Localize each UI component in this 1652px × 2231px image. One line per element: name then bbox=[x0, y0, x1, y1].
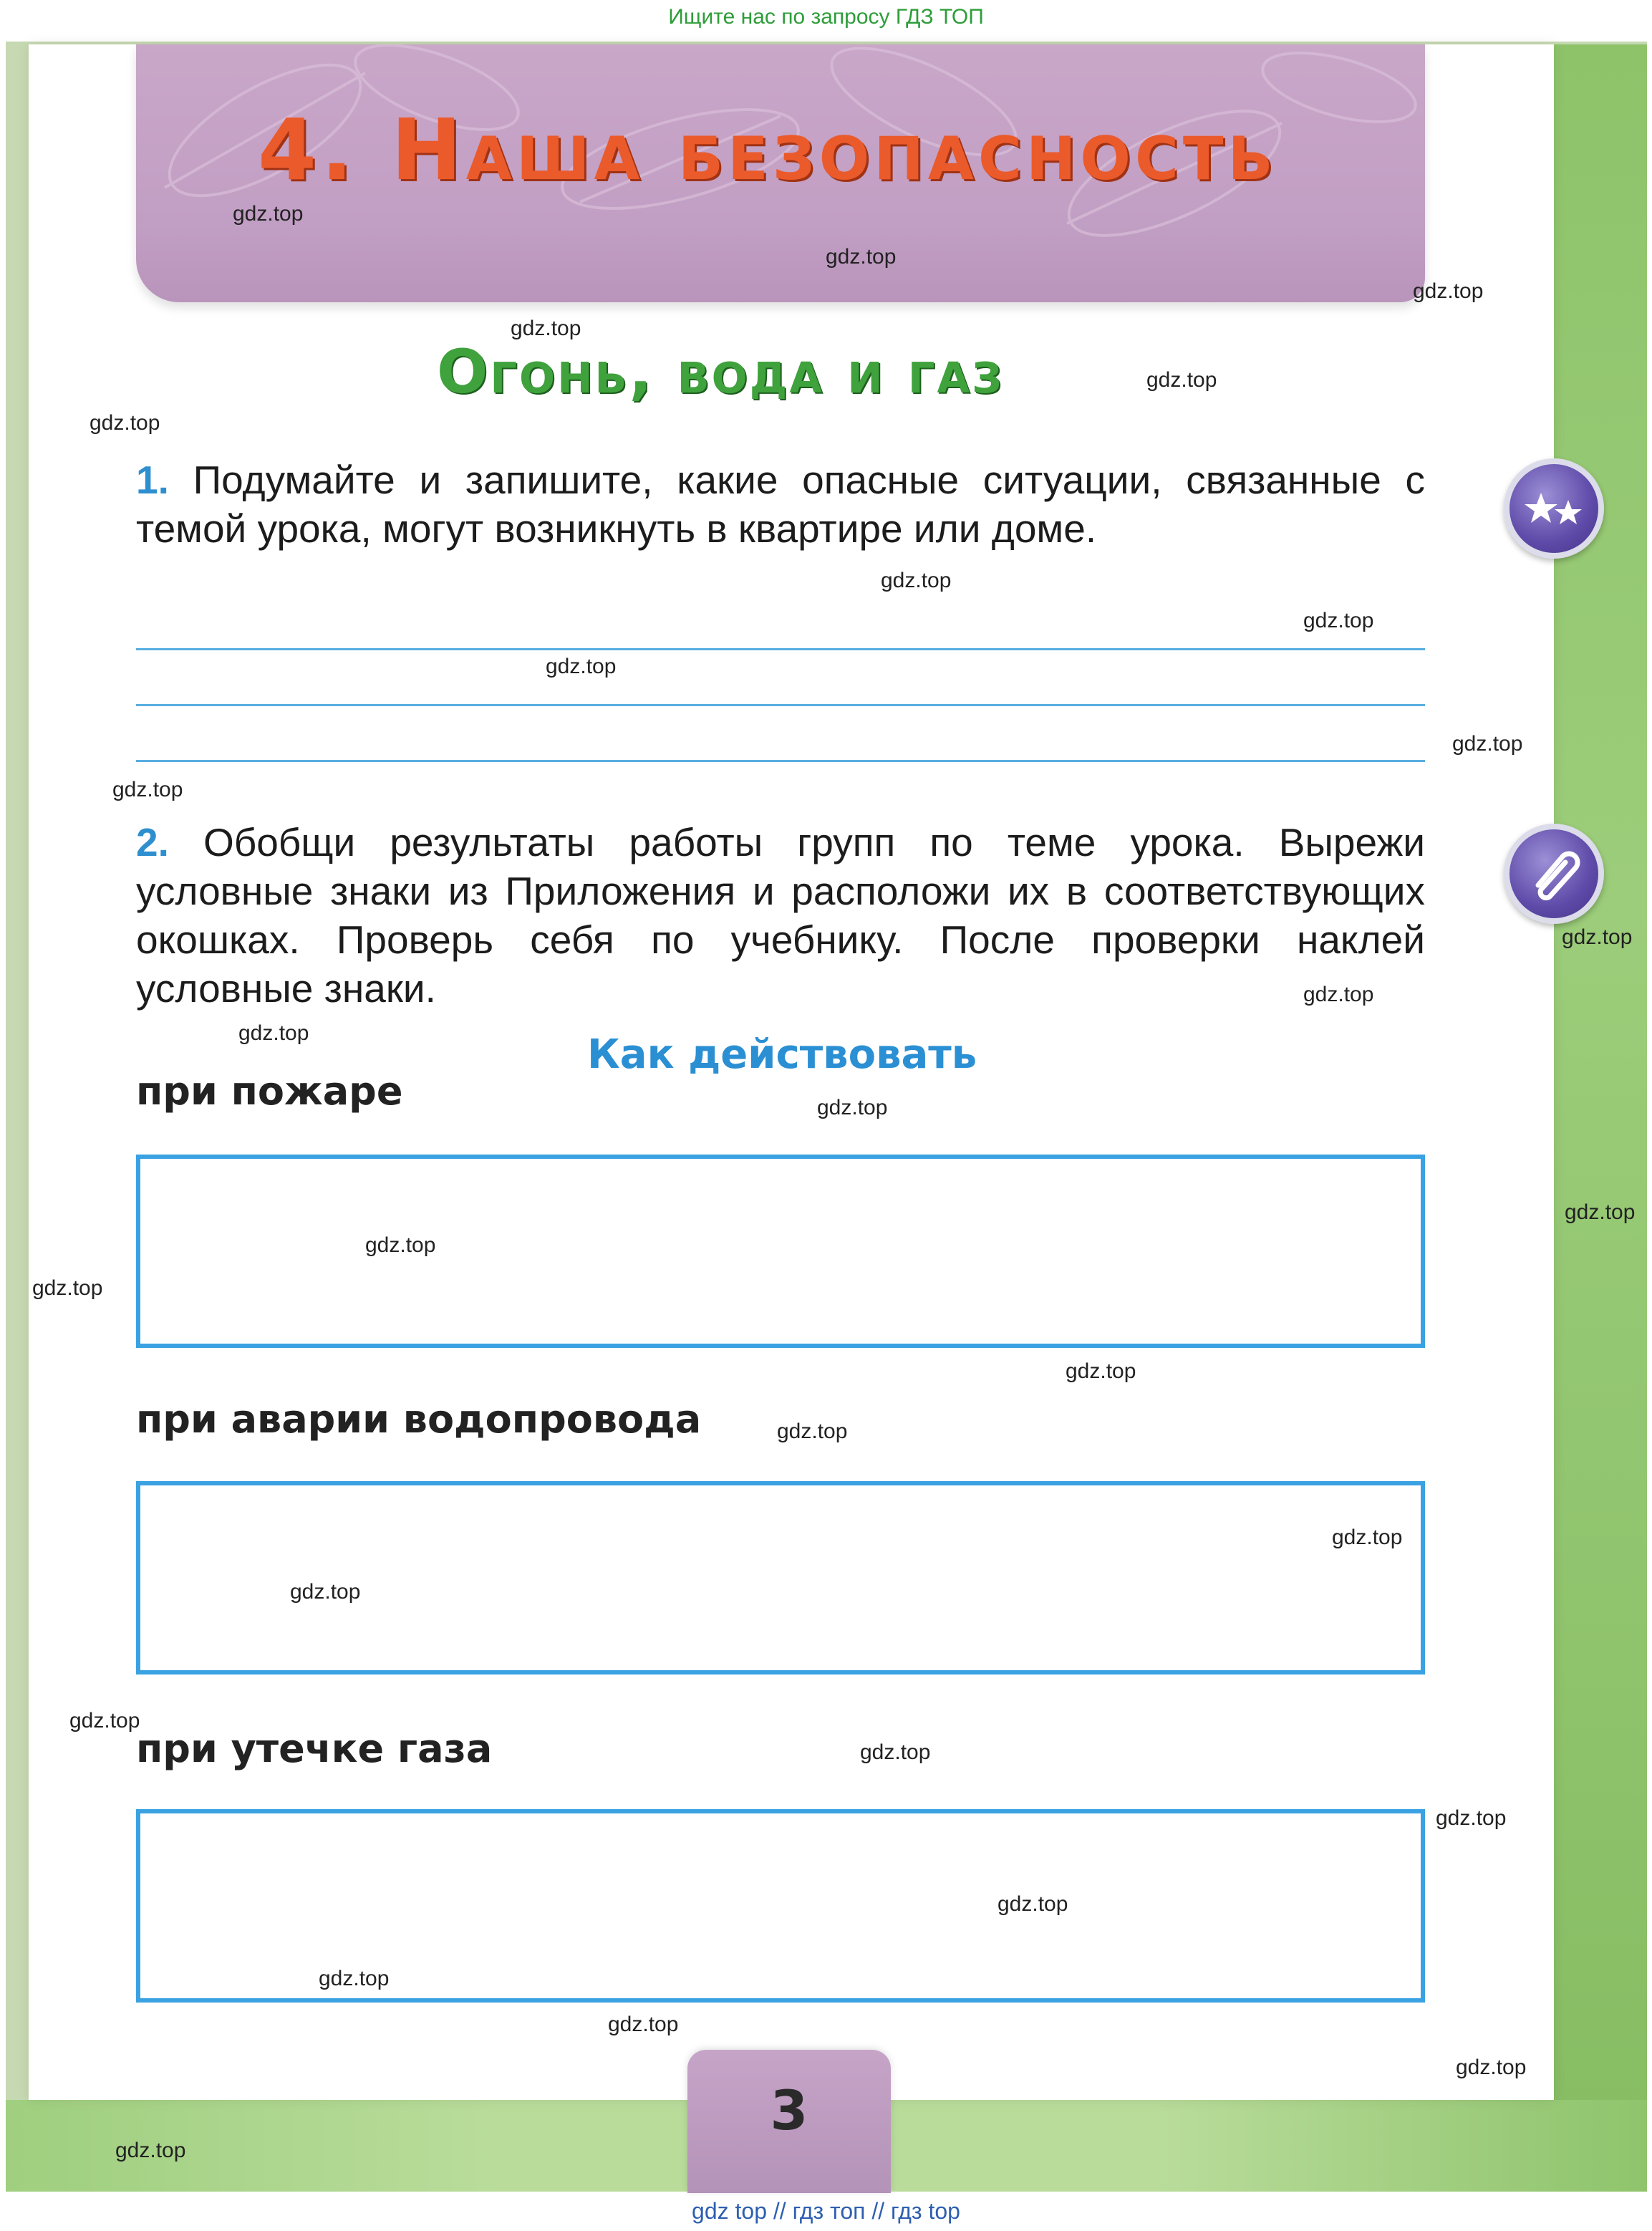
right-margin-decoration bbox=[1554, 44, 1647, 2190]
page-number-tab bbox=[687, 2050, 891, 2193]
watermark: gdz.top bbox=[1066, 1359, 1136, 1383]
watermark: gdz.top bbox=[1146, 368, 1217, 392]
watermark: gdz.top bbox=[233, 202, 304, 226]
answer-line-3[interactable] bbox=[136, 760, 1425, 762]
watermark: gdz.top bbox=[1436, 1806, 1507, 1830]
watermark: gdz.top bbox=[112, 778, 183, 801]
watermark: gdz.top bbox=[1452, 732, 1523, 756]
watermark: gdz.top bbox=[881, 569, 952, 592]
sticker-box-fire[interactable] bbox=[136, 1155, 1425, 1348]
watermark: gdz.top bbox=[608, 2013, 679, 2036]
answer-line-1[interactable] bbox=[136, 648, 1425, 650]
watermark: gdz.top bbox=[1303, 983, 1374, 1006]
task-1-text: Подумайте и запишите, какие опасные ситуации, связанные с темой урока, могут возникнуть в квартире или доме. bbox=[136, 458, 1426, 551]
how-to-act-heading: Как действовать bbox=[587, 1031, 977, 1078]
task-2-number: 2. bbox=[136, 820, 169, 864]
watermark: gdz.top bbox=[1303, 609, 1374, 632]
lesson-title bbox=[437, 337, 1004, 407]
watermark: gdz.top bbox=[238, 1021, 309, 1045]
category-water-label: при аварии водопровода bbox=[136, 1397, 702, 1442]
answer-line-2[interactable] bbox=[136, 704, 1425, 706]
task-2-text: Обобщи результаты работы групп по теме урока. Вырежи условные знаки из Приложения и расположи их в соответствующих окошках. Проверь себя по учебнику. После проверки наклей условные знаки. bbox=[136, 820, 1425, 1011]
task-1 bbox=[136, 456, 1425, 553]
top-banner: Ищите нас по запросу ГДЗ ТОП bbox=[668, 5, 984, 29]
task-1-number: 1. bbox=[136, 458, 169, 502]
watermark: gdz.top bbox=[817, 1096, 888, 1119]
task-2 bbox=[136, 818, 1425, 1013]
watermark: gdz.top bbox=[1413, 279, 1484, 303]
stars-icon bbox=[1504, 458, 1604, 559]
watermark: gdz.top bbox=[1332, 1526, 1403, 1549]
watermark: gdz.top bbox=[511, 317, 581, 340]
watermark: gdz.top bbox=[69, 1709, 140, 1733]
watermark: gdz.top bbox=[115, 2139, 186, 2162]
watermark: gdz.top bbox=[777, 1420, 848, 1443]
watermark: gdz.top bbox=[826, 245, 897, 269]
watermark: gdz.top bbox=[546, 655, 617, 678]
category-fire-label: при пожаре bbox=[136, 1069, 403, 1114]
paperclip-icon bbox=[1504, 824, 1604, 924]
sticker-box-water[interactable] bbox=[136, 1481, 1425, 1675]
watermark: gdz.top bbox=[90, 411, 160, 435]
page-number: 3 bbox=[770, 2078, 808, 2142]
watermark: gdz.top bbox=[32, 1276, 103, 1300]
footer-links[interactable]: gdz top // гдз топ // гдз top bbox=[692, 2198, 960, 2224]
category-gas-label: при утечке газа bbox=[136, 1726, 493, 1771]
watermark: gdz.top bbox=[365, 1233, 436, 1257]
watermark: gdz.top bbox=[1565, 1200, 1636, 1224]
watermark: gdz.top bbox=[998, 1892, 1068, 1916]
watermark: gdz.top bbox=[290, 1580, 361, 1604]
chapter-title: 4. Наша безопасность bbox=[258, 100, 1277, 199]
watermark: gdz.top bbox=[1456, 2056, 1527, 2079]
lesson-title-text: Огонь, вода и газ bbox=[437, 337, 1005, 407]
watermark: gdz.top bbox=[860, 1740, 931, 1764]
watermark: gdz.top bbox=[319, 1967, 390, 1990]
watermark: gdz.top bbox=[1562, 925, 1633, 949]
